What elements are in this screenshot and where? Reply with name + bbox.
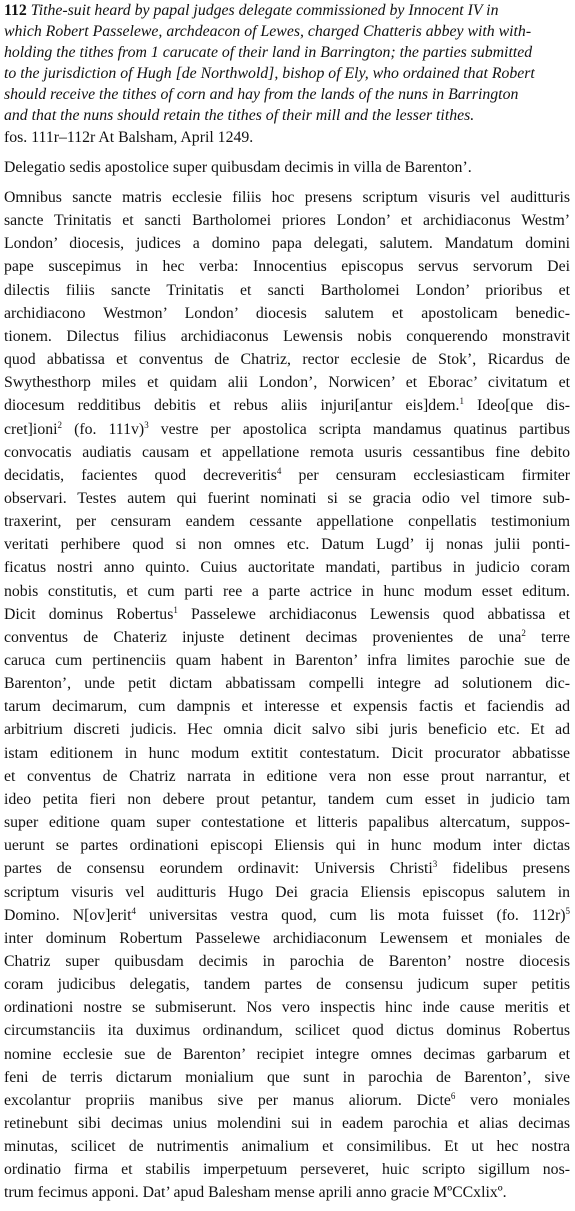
footnote-marker: 2 [57,419,63,430]
body-line: Omnibus sancte matris ecclesie filiis hoc presens scriptum visuris vel auditturis [4,189,570,206]
body-line: excolantur propriis manibus sive per manus aliorum. Dicte$^6$ vero moniales [4,1090,570,1109]
footnote-marker: 6 [450,1090,456,1101]
body-line: trum fecimus apponi. Dat’ apud Balesham mense aprili anno gracie MºCCxlixº. [4,1184,507,1202]
body-line: ordinationi nostre se submiserunt. Nos vero inspectis hinc inde cause meritis et [4,999,570,1017]
body-line: Chatriz super quibusdam decimis in parochia de Barenton’ nostre diocesis [4,952,570,970]
body-line: conventus de Chateriz injuste detinent decimas provenientes de una$^2$ terre [4,627,570,646]
body-line: veritati perhibere quod si non omnes etc. Datum Lugd’ ij nonas julii ponti- [4,536,570,554]
body-line: partes de consensu eorundem ordinavit: Universis Christi$^3$ fidelibus presens [4,859,570,878]
summary-line-6: and that the nuns should retain the tithes of their mill and the lesser tithes. [4,107,475,124]
body-line: London’ diocesis, judices a domino papa delegati, salutem. Mandatum domini [4,235,570,253]
body-line: Domino. N[ov]erit$^4$ universitas vestra quod, cum lis mota fuisset (fo. 112r)$^5$ [4,905,570,924]
summary-line-3: holding the tithes from 1 carucate of their land in Barrington; the parties submitted [4,44,533,61]
footnote-marker: 4 [131,905,136,916]
body-line: caruca cum pertinenciis quam habent in Barenton’ infra limites parochie sue de [4,652,570,669]
body-line: sancte Trinitatis et sancti Bartholomei priores London’ et archidiaconus Westm’ [4,212,570,230]
body-line: convocatis audiatis causam et appellatione remota usuris cessantibus fine debito [4,443,570,461]
body-line: Barenton’, unde petit dictam abbatissam compelli integre ad solutionem dic- [4,675,570,693]
body-line: Dicit dominus Robertus$^1$ Passelewe archidiaconus Lewensis quod abbatissa et [4,604,570,623]
footnote-marker: 1 [173,604,178,615]
body-line: tionem. Dilectus filius archidiaconus Lewensis nobis conquerendo monstravit [4,327,570,345]
source-line: fos. 111r–112r At Balsham, April 1249. [4,129,254,146]
body-line: circumstanciis ita duximus ordinandum, scilicet quod dictus dominus Robertus [4,1022,570,1040]
summary-line-5: should receive the tithes of corn and hay from the lands of the nuns in Barrington [4,86,519,103]
body-line: feni de terris dictarum monialium que sunt in parochia de Barenton’, sive [4,1068,570,1086]
document-heading: Delegatio sedis apostolice super quibusdam decimis in villa de Barenton’. [4,159,472,176]
footnote-marker: 3 [144,419,149,430]
summary-line-4: to the jurisdiction of Hugh [de Northwold], bishop of Ely, who ordained that Robert [4,65,535,82]
body-line: uerunt se partes ordinationi episcopi Eliensis qui in hunc modum inter dictas [4,837,570,855]
body-line: decidatis, facientes quod decreveritis$^4$ per censuram ecclesiasticam firmiter [4,465,570,484]
body-line: inter dominum Robertum Passelewe archidiaconum Lewensem et moniales de [4,929,570,947]
footnote-marker: 2 [521,627,526,638]
body-line: traxerint, per censuram eandem cessante appellatione conpellatis testimonium [4,513,570,531]
body-line: super editione quam super contestatione et litteris papalibus altercatum, suppos- [4,814,570,832]
body-line: archidiacono Westmon’ London’ diocesis salutem et apostolicam benedic- [4,304,570,322]
body-line: nobis constitutis, et cum parti ree a parte actrice in hunc modum esset editum. [4,582,570,600]
body-line: coram judicibus delegatis, tandem partes de consensu judicum super petitis [4,976,570,994]
body-line: retinebunt sibi decimas unius molendini sui in eadem parochia et alias decimas [4,1115,570,1132]
body-line: cret]ioni$^2$ (fo. 111v)$^3$ vestre per apostolica scripta mandamus quatinus partibus [4,419,570,438]
body-line: Swythesthorp miles et quidam alii London’, Norwicen’ et Eborac’ civitatum et [4,374,570,392]
body-line: observari. Testes autem qui fuerint nominati si se gracia odio vel timore sub- [4,489,570,507]
footnote-marker: 1 [459,396,464,407]
body-line: dilectis filiis sancte Trinitatis et sancti Bartholomei London’ prioribus et [4,281,570,299]
body-line: ordinatio firma et stabilis imperpetuum perseveret, huic scripto sigillum nos- [4,1161,570,1179]
footnote-marker: 4 [276,465,282,476]
body-line: quod abbatissa et conventus de Chatriz, rector ecclesie de Stok’, Ricardus de [4,351,570,369]
document-number: 112 [4,2,27,19]
body-line: ideo petita fieri non debere prout petantur, tandem cum esset in judicio tam [4,790,570,808]
body-line: ficatus nostri anno quinto. Cuius auctoritate mandati, partibus in judicio coram [4,559,570,577]
body-line: scriptum visuris vel auditturis Hugo Dei gracia Eliensis episcopus salutem in [4,883,570,901]
body-line: diocesum redditibus debitis et rebus aliis injuri[antur eis]dem.$^1$ Ideo[que dis- [4,396,571,415]
summary-line-1: 112 Tithe-suit heard by papal judges delegate commissioned by Innocent IV in [4,2,499,19]
body-line: pape suscepimus in hec verba: Innocentius episcopus servus servorum Dei [4,258,570,276]
body-line: arbitrium discreti judicis. Hec omnia dicit salvo sibi juris beneficio etc. Et ad [4,721,570,739]
body-line: minutas, scilicet de nutrimentis animalium et consimilibus. Et ut hec nostra [4,1138,570,1156]
summary-line-2: which Robert Passelewe, archdeacon of Lewes, charged Chatteris abbey with with- [4,23,532,40]
body-line: istam editionem in hunc modum extitit contestatum. Dicit procurator abbatisse [4,744,570,762]
body-line: tarum decimarum, cum dampnis et interesse et expensis factis et faciendis ad [4,698,570,716]
body-line: et conventus de Chatriz narrata in editione vera non esse prout narrantur, et [4,767,570,785]
footnote-marker: 3 [432,859,438,870]
body-line: nomine ecclesie sue de Barenton’ recipiet integre omnes decimas garbarum et [4,1045,570,1063]
footnote-marker: 5 [565,905,570,916]
